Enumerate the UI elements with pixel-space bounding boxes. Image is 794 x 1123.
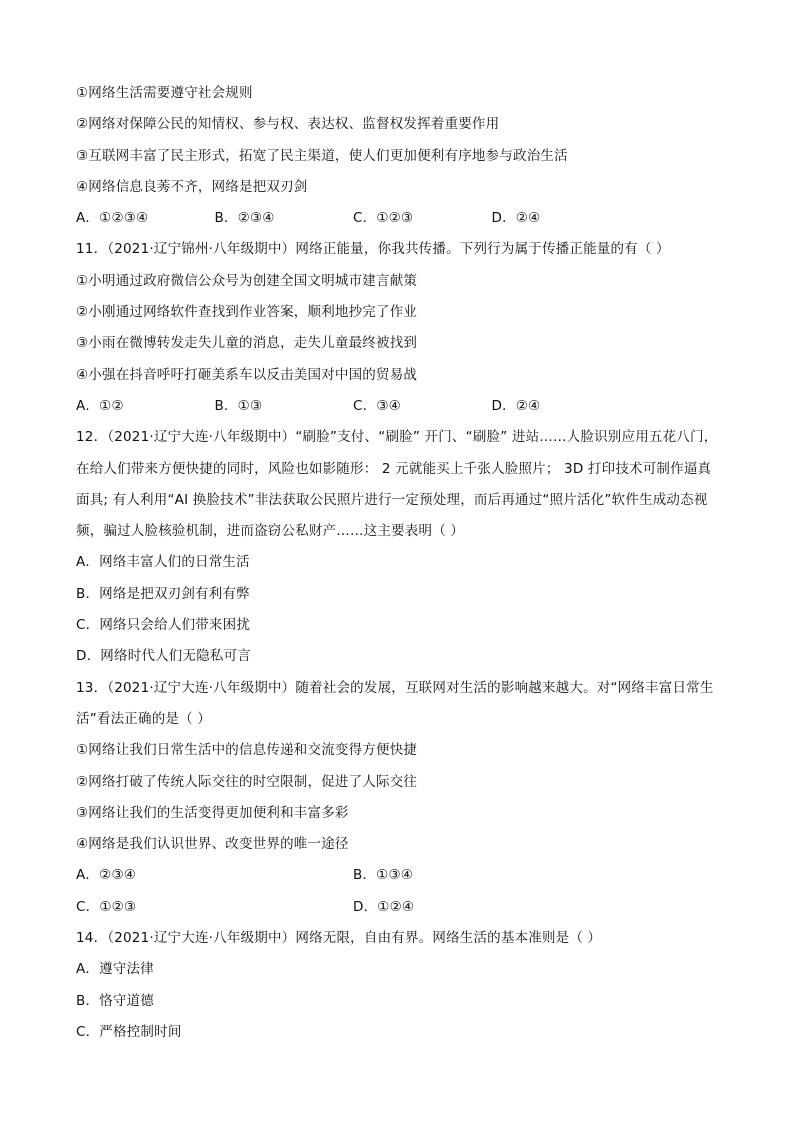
statement-3: ③小雨在微博转发走失儿童的消息，走失儿童最终被找到 [76,335,418,352]
statement-3: ③互联网丰富了民主形式，拓宽了民主渠道，使人们更加便利有序地参与政治生活 [76,147,568,164]
statement-3: ③网络让我们的生活变得更加便利和丰富多彩 [76,804,349,821]
question-stem-line-4: 频，骗过人脸核验机制，进而盗窃公私财产……这主要表明（ ） [76,523,465,540]
options-row [76,391,726,422]
question-10 [76,78,726,234]
statement-2: ②网络对保障公民的知情权、参与权、表达权、监督权发挥着重要作用 [76,116,500,133]
options-row-1 [76,860,726,891]
question-stem-line-3: 面具; 有人利用“AI 换脸技术”非法获取公民照片进行一定预处理，而后再通过“照片活化”软件生成动态视 [76,491,708,508]
statement-1: ①网络让我们日常生活中的信息传递和交流变得方便快捷 [76,742,418,759]
option-d: D．①②④ [353,898,415,915]
statement-4: ④网络是我们认识世界、改变世界的唯一途径 [76,836,349,853]
statement-1: ①网络生活需要遵守社会规则 [76,85,253,101]
option-b: B．网络是把双刃剑有利有弊 [76,585,250,602]
question-stem: 14．（2021·辽宁大连·八年级期中）网络无限，自由有界。网络生活的基本准则是（ ） [76,930,602,947]
document-page [76,78,726,1048]
option-a: A．①② [76,397,124,414]
option-b: B．②③④ [214,210,275,227]
option-d: D．②④ [491,397,541,414]
statement-1: ①小明通过政府微信公众号为创建全国文明城市建言献策 [76,272,418,289]
statement-2: ②网络打破了传统人际交往的时空限制，促进了人际交往 [76,773,418,790]
question-stem-line-1: 13．（2021·辽宁大连·八年级期中）随着社会的发展，互联网对生活的影响越来越大。对“网络丰富日常生 [76,679,714,696]
statement-2: ②小刚通过网络软件查找到作业答案，顺利地抄完了作业 [76,304,418,321]
options-row [76,203,726,234]
option-c: C．严格控制时间 [76,1023,182,1040]
option-c: C．①②③ [353,210,414,227]
question-11 [76,234,726,422]
question-12 [76,422,726,672]
option-a: A．①②③④ [76,210,149,227]
option-c: C．①②③ [76,898,137,915]
option-a: A．②③④ [76,867,137,884]
option-a: A．网络丰富人们的日常生活 [76,554,250,571]
option-d: D．②④ [491,210,541,227]
option-c: C．网络只会给人们带来困扰 [76,617,251,634]
question-stem-line-2: 在给人们带来方便快捷的同时，风险也如影随形： 2 元就能买上千张人脸照片； 3D 打印技术可制作逼真 [76,460,712,477]
question-stem-line-2: 活”看法正确的是（ ） [76,710,211,727]
option-c: C．③④ [353,397,401,414]
options-row-2 [76,892,726,923]
option-b: B．①③④ [353,867,414,884]
option-d: D．网络时代人们无隐私可言 [76,648,251,665]
question-stem-line-1: 12．（2021·辽宁大连·八年级期中）“刷脸”支付、“刷脸” 开门、“刷脸” 进站……人脸识别应用五花八门， [76,429,718,446]
option-b: B．①③ [214,397,263,414]
question-13 [76,673,726,923]
statement-4: ④小强在抖音呼吁打砸美系车以反击美国对中国的贸易战 [76,366,418,383]
option-a: A．遵守法律 [76,961,154,978]
question-stem: 11．（2021·辽宁锦州·八年级期中）网络正能量，你我共传播。下列行为属于传播正能量的有（ ） [76,241,670,258]
option-b: B．恪守道德 [76,992,154,1009]
question-14 [76,923,726,1048]
statement-4: ④网络信息良莠不齐，网络是把双刃剑 [76,178,308,195]
